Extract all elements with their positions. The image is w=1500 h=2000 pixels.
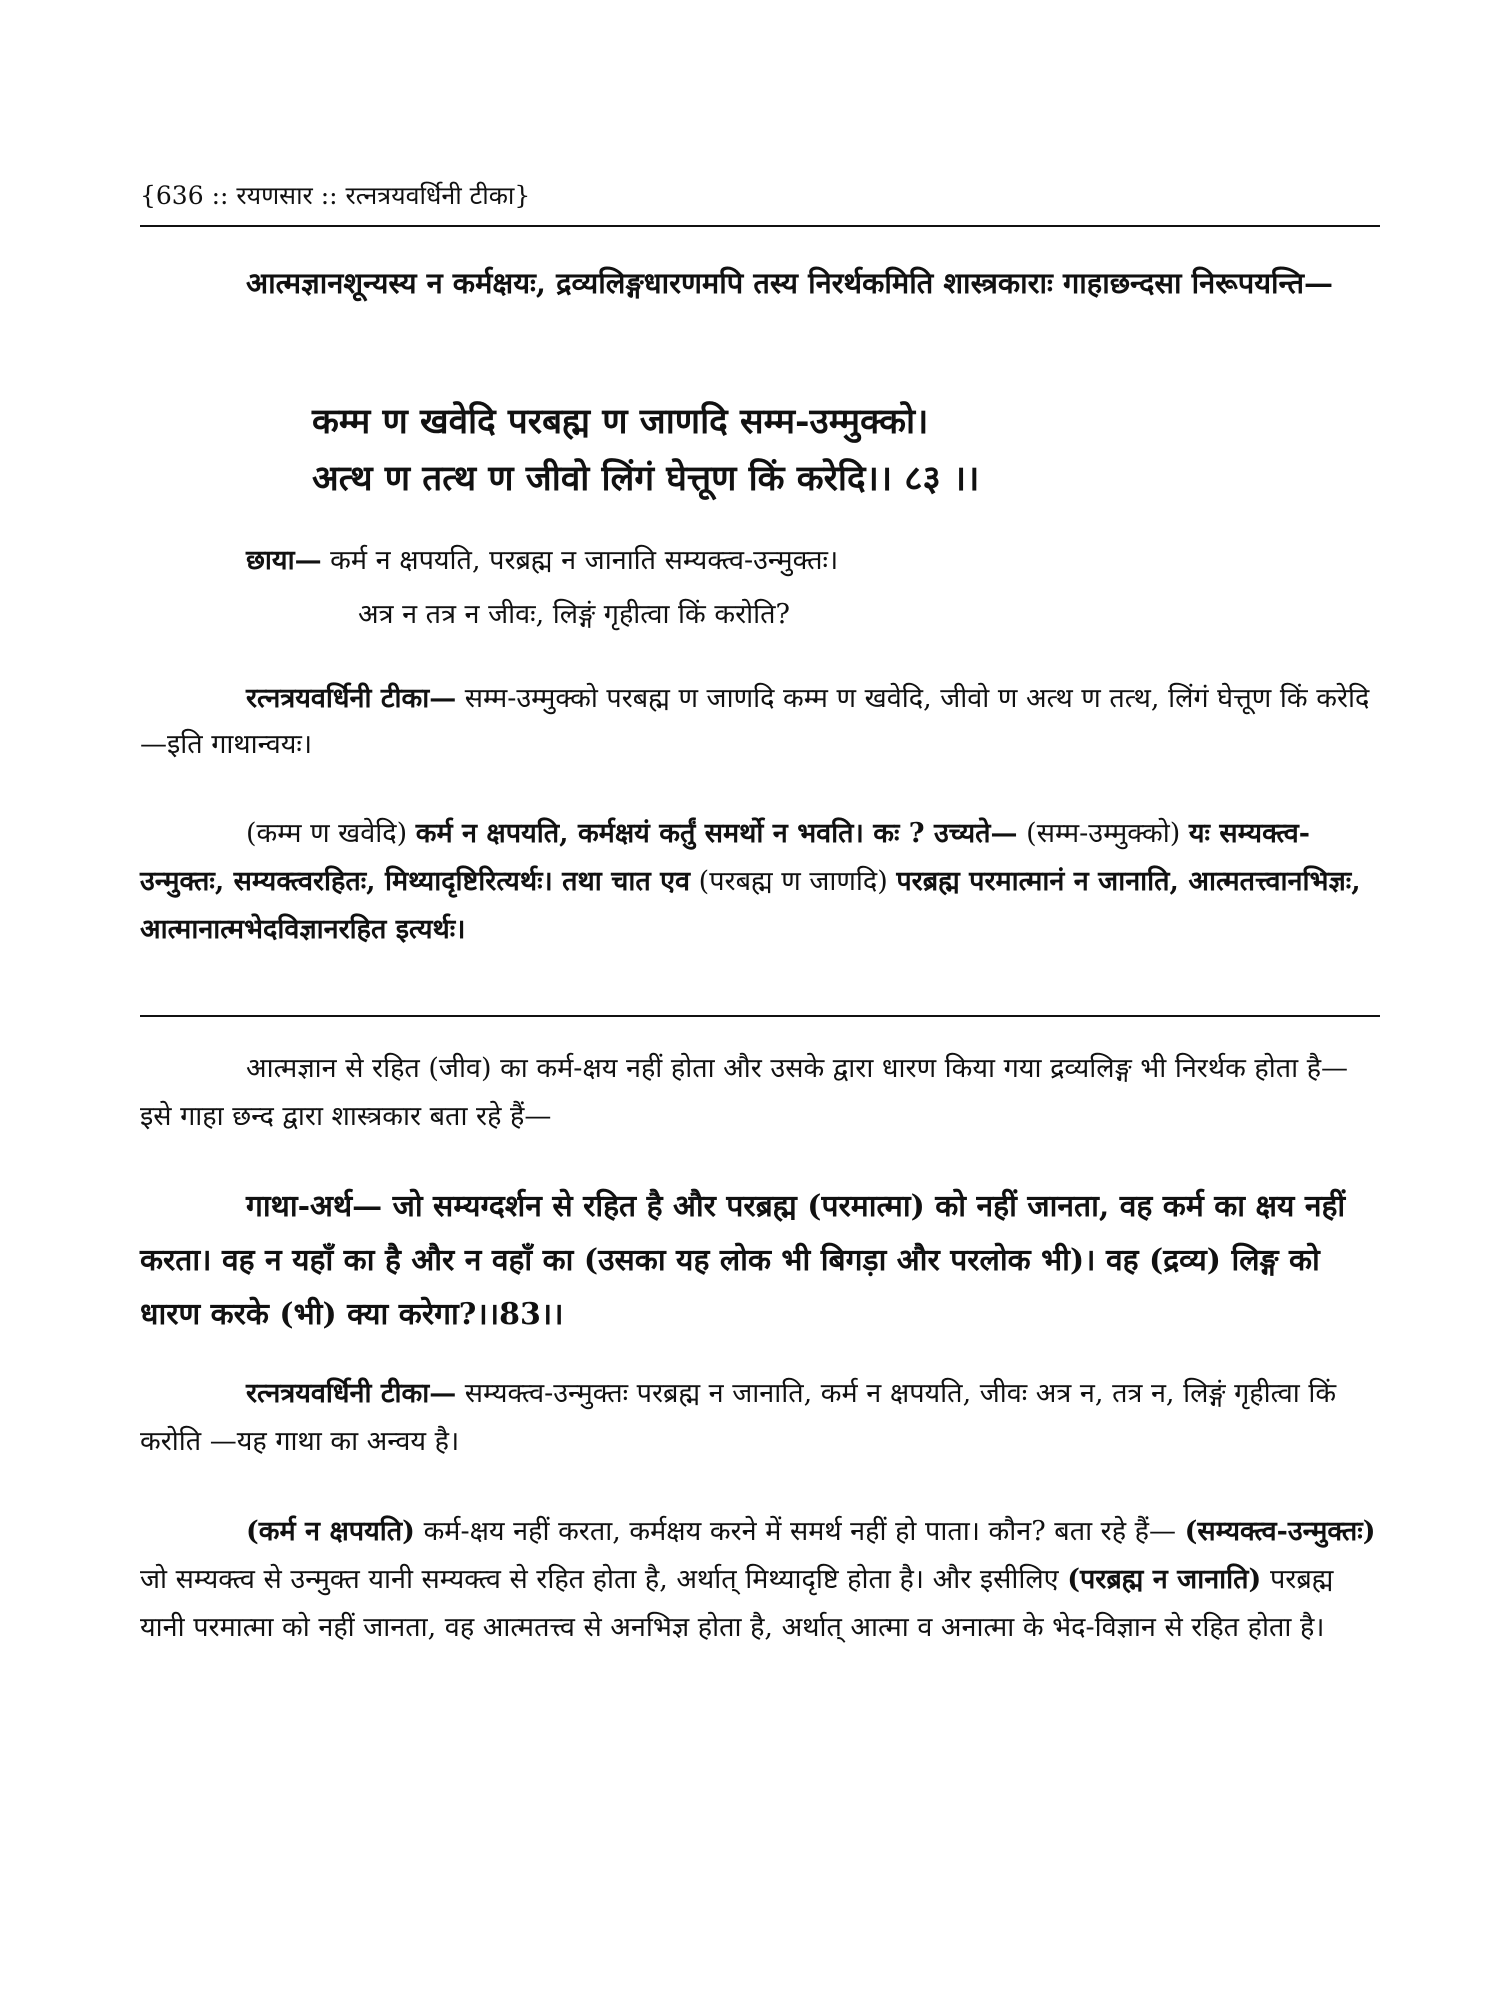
commentary-phrase-1: (कम्म ण खवेदि) <box>246 818 408 849</box>
hindi-explanation <box>140 1508 1380 1652</box>
running-head: {636 :: रयणसार :: रत्नत्रयवर्धिनी टीका} <box>140 181 531 210</box>
commentary-phrase-2: (सम्म-उम्मुक्को) <box>1026 818 1181 849</box>
sanskrit-commentary <box>140 810 1380 954</box>
commentary-gloss-3: परब्रह्म परमात्मानं न जानाति, आत्मतत्त्वानभिज्ञः, आत्मानात्मभेदविज्ञानरहित इत्यर्थः। <box>140 866 1361 945</box>
chhaya-block <box>246 540 1376 636</box>
commentary-phrase-3: (परबह्म ण जाणदि) <box>698 866 888 897</box>
explanation-text-1: कर्म-क्षय नहीं करता, कर्मक्षय करने में समर्थ नहीं हो पाता। कौन? बता रहे हैं— <box>423 1516 1176 1547</box>
hindi-intro: आत्मज्ञान से रहित (जीव) का कर्म-क्षय नहीं होता और उसके द्वारा धारण किया गया द्रव्यलिङ्ग भी निरर्थक होता है— इसे गाहा छन्द द्वारा शास्त्रकार बता रहे हैं— <box>140 1053 1349 1132</box>
sanskrit-intro: आत्मज्ञानशून्यस्य न कर्मक्षयः, द्रव्यलिङ्गधारणमपि तस्य निरर्थकमिति शास्त्रकाराः गाहाछन्दसा निरूपयन्ति— <box>246 266 1334 300</box>
hindi-tika-label: रत्नत्रयवर्धिनी टीका— <box>246 1378 457 1409</box>
explanation-key-2: (सम्यक्त्व-उन्मुक्तः) <box>1184 1516 1376 1547</box>
gatha-artha: गाथा-अर्थ— जो सम्यग्दर्शन से रहित है और परब्रह्म (परमात्मा) को नहीं जानता, वह कर्म का क्षय नहीं करता। वह न यहाँ का है और न वहाँ का (उसका यह लोक भी बिगड़ा और परलोक भी)। वह (द्रव्य) लिङ्ग को धारण करके (भी) क्या करेगा?।।83।। <box>140 1189 1346 1332</box>
sanskrit-tika <box>140 676 1380 768</box>
sanskrit-tika-text: सम्म-उम्मुक्को परबह्म ण जाणदि कम्म ण खवेदि, जीवो ण अत्थ ण तत्थ, लिंगं घेत्तूण किं करेदि —इति गाथान्वयः। <box>140 683 1370 760</box>
prakrit-verse <box>312 393 1372 507</box>
explanation-key-1: (कर्म न क्षपयति) <box>246 1516 415 1547</box>
header-divider <box>140 225 1380 227</box>
explanation-key-3: (परब्रह्म न जानाति) <box>1067 1564 1262 1595</box>
verse-line-2: अत्थ ण तत्थ ण जीवो लिंगं घेत्तूण किं करेदि।। ८३ ।। <box>312 458 980 499</box>
chhaya-label: छाया— <box>246 545 322 576</box>
commentary-gloss-1: कर्म न क्षपयति, कर्मक्षयं कर्तुं समर्थो न भवति। कः ? उच्यते— <box>415 818 1018 849</box>
chhaya-line-2: अत्र न तत्र न जीवः, लिङ्गं गृहीत्वा किं करोति? <box>358 599 790 630</box>
sanskrit-tika-label: रत्नत्रयवर्धिनी टीका— <box>246 683 457 714</box>
hindi-tika-text: सम्यक्त्व-उन्मुक्तः परब्रह्म न जानाति, कर्म न क्षपयति, जीवः अत्र न, तत्र न, लिङ्गं गृहीत्वा किं करोति —यह गाथा का अन्वय है। <box>140 1378 1337 1457</box>
verse-line-1: कम्म ण खवेदि परबह्म ण जाणदि सम्म-उम्मुक्को। <box>312 401 929 442</box>
commentary-gloss-2: यः सम्यक्त्व-उन्मुक्तः, सम्यक्त्वरहितः, मिथ्यादृष्टिरित्यर्थः। तथा चात एव <box>140 818 1310 897</box>
hindi-tika <box>140 1370 1380 1466</box>
explanation-text-3: परब्रह्म यानी परमात्मा को नहीं जानता, वह आत्मतत्त्व से अनभिज्ञ होता है, अर्थात् आत्मा व अनात्मा के भेद-विज्ञान से रहित होता है। <box>140 1564 1334 1643</box>
explanation-text-2: जो सम्यक्त्व से उन्मुक्त यानी सम्यक्त्व से रहित होता है, अर्थात् मिथ्यादृष्टि होता है। और इसीलिए <box>140 1564 1059 1595</box>
section-divider <box>140 1015 1380 1017</box>
chhaya-line-1: कर्म न क्षपयति, परब्रह्म न जानाति सम्यक्त्व-उन्मुक्तः। <box>330 545 839 576</box>
